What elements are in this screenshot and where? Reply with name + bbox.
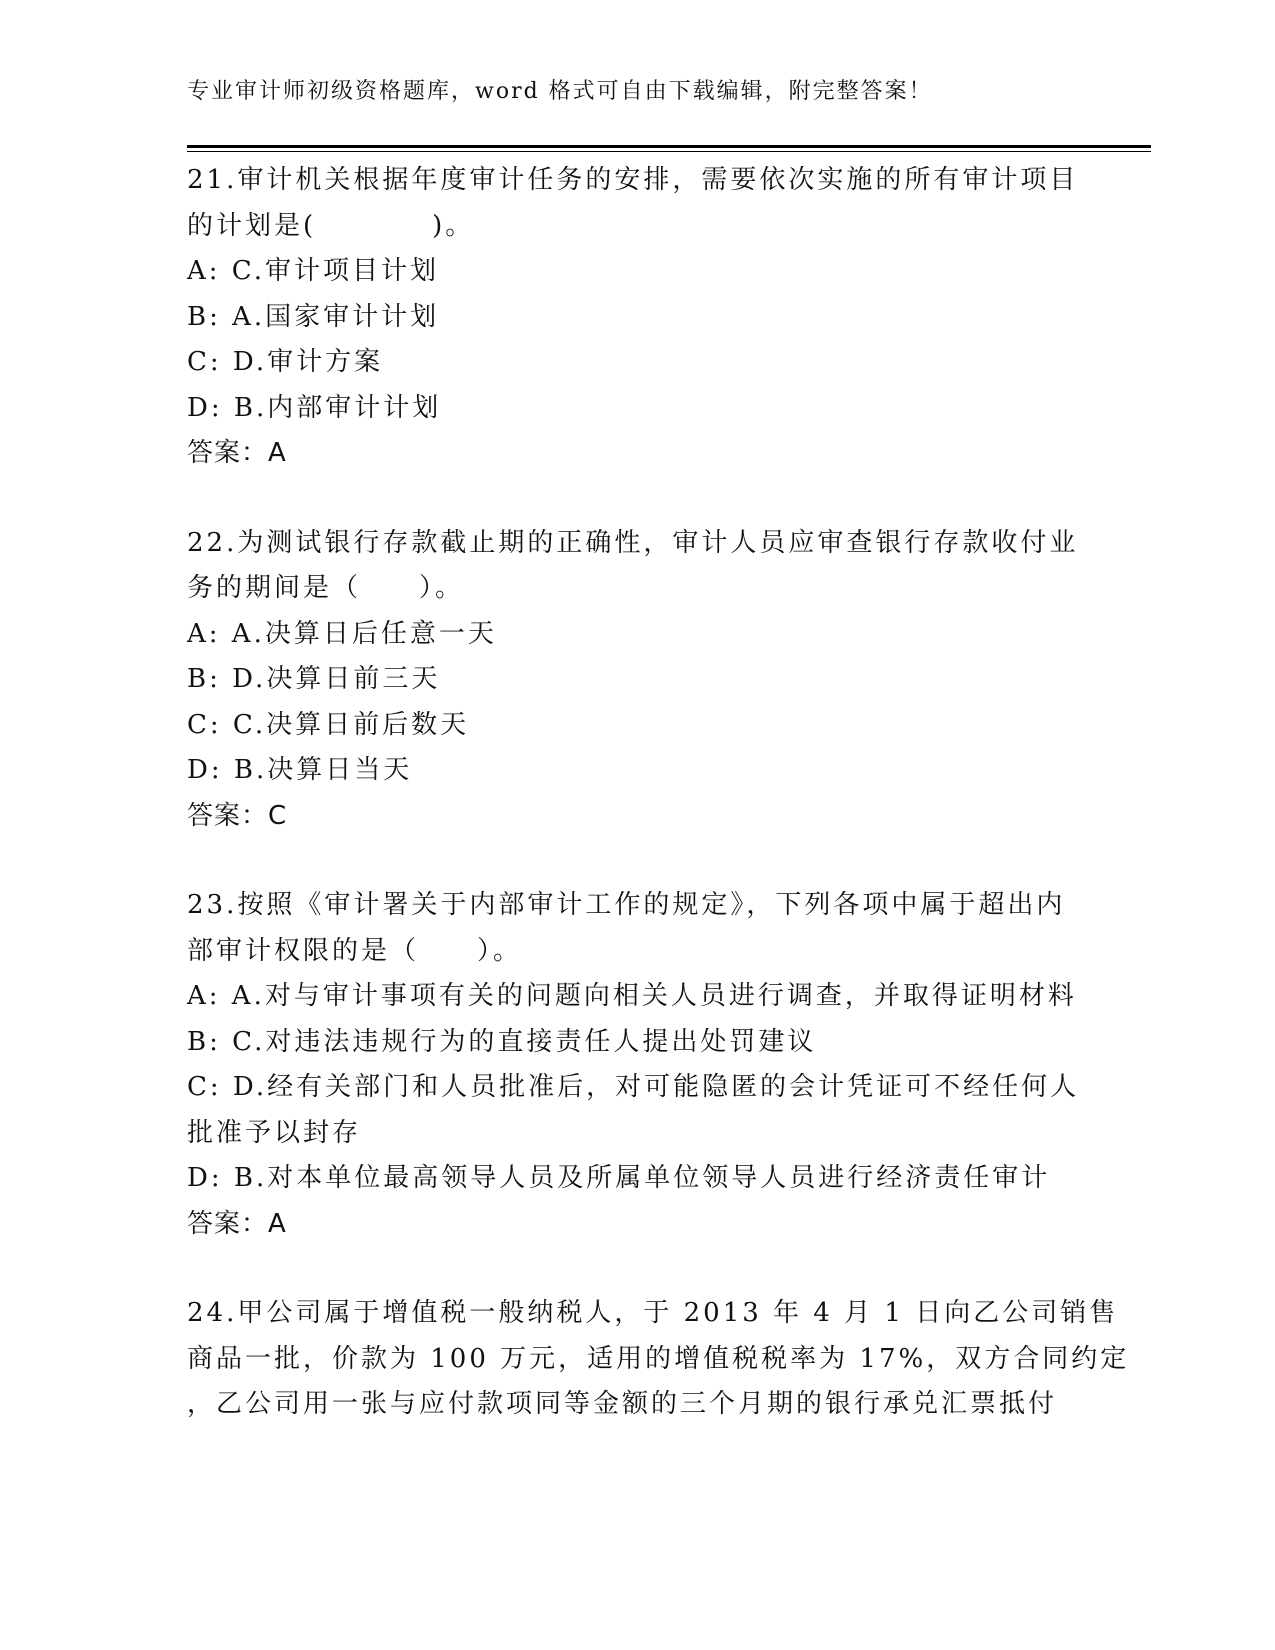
option-a: A: A.对与审计事项有关的问题向相关人员进行调查，并取得证明材料 (187, 981, 1077, 1011)
answer-line: 答案：A (187, 1208, 287, 1239)
question-22 (187, 521, 1087, 840)
option-a: A: A.决算日后任意一天 (187, 618, 497, 649)
question-23 (187, 883, 1087, 1247)
option-d: D: B.内部审计计划 (187, 392, 442, 423)
question-stem-line: 商品一批，价款为 100 万元，适用的增值税税率为 17%，双方合同约定 (187, 1343, 1130, 1374)
question-stem-line: ，乙公司用一张与应付款项同等金额的三个月期的银行承兑汇票抵付 (187, 1389, 1058, 1419)
question-list (187, 158, 1130, 1472)
option-a: A: C.审计项目计划 (187, 256, 440, 286)
question-stem-line: 部审计权限的是（ ）。 (187, 935, 523, 966)
option-b: B: C.对违法违规行为的直接责任人提出处罚建议 (187, 1026, 817, 1057)
header-rule-thin (187, 151, 1151, 152)
option-d: D: B.对本单位最高领导人员及所属单位领导人员进行经济责任审计 (187, 1163, 1051, 1193)
question-stem-line: 务的期间是（ ）。 (187, 573, 465, 603)
question-stem-line: 24.甲公司属于增值税一般纳税人，于 2013 年 4 月 1 日向乙公司销售 (187, 1298, 1119, 1328)
page-header: 专业审计师初级资格题库，word 格式可自由下载编辑，附完整答案！ (187, 79, 933, 104)
option-c: C: D.经有关部门和人员批准后，对可能隐匿的会计凭证可不经任何人 (187, 1072, 1080, 1102)
question-21 (187, 158, 1087, 477)
option-d: D: B.决算日当天 (187, 755, 413, 785)
question-stem-line: 23.按照《审计署关于内部审计工作的规定》，下列各项中属于超出内 (187, 890, 1066, 920)
option-c: C: C.决算日前后数天 (187, 709, 470, 740)
question-stem-line: 21.审计机关根据年度审计任务的安排，需要依次实施的所有审计项目 (187, 165, 1079, 195)
answer-line: 答案：A (187, 438, 287, 468)
answer-line: 答案：C (187, 800, 288, 831)
option-b: B: A.国家审计计划 (187, 301, 440, 332)
option-b: B: D.决算日前三天 (187, 664, 441, 694)
question-stem-line: 22.为测试银行存款截止期的正确性，审计人员应审查银行存款收付业 (187, 527, 1079, 558)
option-c-continued: 批准予以封存 (187, 1117, 362, 1148)
question-24 (187, 1291, 1130, 1428)
question-stem-line: 的计划是( )。 (187, 210, 475, 241)
option-c: C: D.审计方案 (187, 347, 384, 377)
header-rule-thick (187, 145, 1151, 148)
